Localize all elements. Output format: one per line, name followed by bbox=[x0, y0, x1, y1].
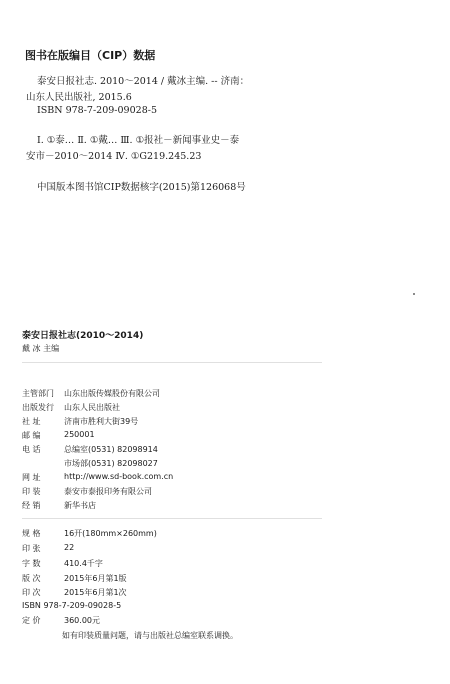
publish-info-value: 山东人民出版社 bbox=[64, 403, 120, 412]
publish-info-label: 主管部门 bbox=[22, 389, 54, 398]
spec-info-label: 规 格 bbox=[22, 529, 41, 538]
cip-verification-number: 中国版本图书馆CIP数据核字(2015)第126068号 bbox=[37, 182, 246, 193]
publish-info-label: 经 销 bbox=[22, 501, 41, 510]
cip-description-line1: 泰安日报社志. 2010～2014 / 戴冰主编. -- 济南： bbox=[37, 76, 250, 87]
spec-info-label: 版 次 bbox=[22, 574, 41, 583]
publish-info-value: 250001 bbox=[64, 430, 95, 439]
book-editor: 戴 冰 主编 bbox=[22, 344, 60, 353]
spec-info-value: 16开(180mm×260mm) bbox=[64, 529, 157, 538]
spec-info-label: 印 次 bbox=[22, 588, 41, 597]
spec-info-value: 2015年6月第1版 bbox=[64, 574, 127, 583]
publish-info-label: 网 址 bbox=[22, 473, 41, 482]
spec-info-value: 360.00元 bbox=[64, 616, 100, 625]
publish-info-label: 社 址 bbox=[22, 417, 41, 426]
cip-classification-line2: 安市－2010～2014 Ⅳ. ①G219.245.23 bbox=[26, 151, 202, 162]
spec-info-label: 字 数 bbox=[22, 559, 41, 568]
cip-classification-line1: Ⅰ. ①泰… Ⅱ. ①戴… Ⅲ. ①报社－新闻事业史－泰 bbox=[37, 135, 240, 146]
publish-info-value: 新华书店 bbox=[64, 501, 96, 510]
publish-info-value: 济南市胜利大街39号 bbox=[64, 417, 139, 426]
spec-info-value: 22 bbox=[64, 543, 75, 552]
publish-info-value: http://www.sd-book.com.cn bbox=[64, 472, 174, 481]
publish-info-value: 总编室(0531) 82098914 bbox=[64, 445, 158, 454]
quality-notice: 如有印装质量问题，请与出版社总编室联系调换。 bbox=[62, 631, 238, 640]
divider bbox=[22, 362, 322, 363]
spec-info-label: 定 价 bbox=[22, 616, 41, 625]
spec-info-value: 410.4千字 bbox=[64, 559, 103, 568]
publish-info-value: 泰安市泰报印务有限公司 bbox=[64, 487, 152, 496]
divider bbox=[22, 518, 322, 519]
spec-info-value: 2015年6月第1次 bbox=[64, 588, 127, 597]
publish-info-value: 山东出版传媒股份有限公司 bbox=[64, 389, 160, 398]
publish-info-label: 电 话 bbox=[22, 445, 41, 454]
publish-info-label: 出版发行 bbox=[22, 403, 54, 412]
book-title: 泰安日报社志(2010～2014) bbox=[22, 331, 144, 341]
publish-info-label: 印 装 bbox=[22, 487, 41, 496]
cip-description-line2: 山东人民出版社, 2015.6 bbox=[26, 92, 132, 103]
spec-isbn: ISBN 978-7-209-09028-5 bbox=[22, 601, 122, 610]
publish-info-label: 邮 编 bbox=[22, 431, 41, 440]
spec-info-label: 印 张 bbox=[22, 544, 41, 553]
cip-isbn: ISBN 978-7-209-09028-5 bbox=[37, 105, 157, 116]
publish-info-value: 市场部(0531) 82098027 bbox=[64, 459, 158, 468]
scan-dot bbox=[413, 293, 415, 295]
cip-title: 图书在版编目（CIP）数据 bbox=[25, 49, 156, 62]
